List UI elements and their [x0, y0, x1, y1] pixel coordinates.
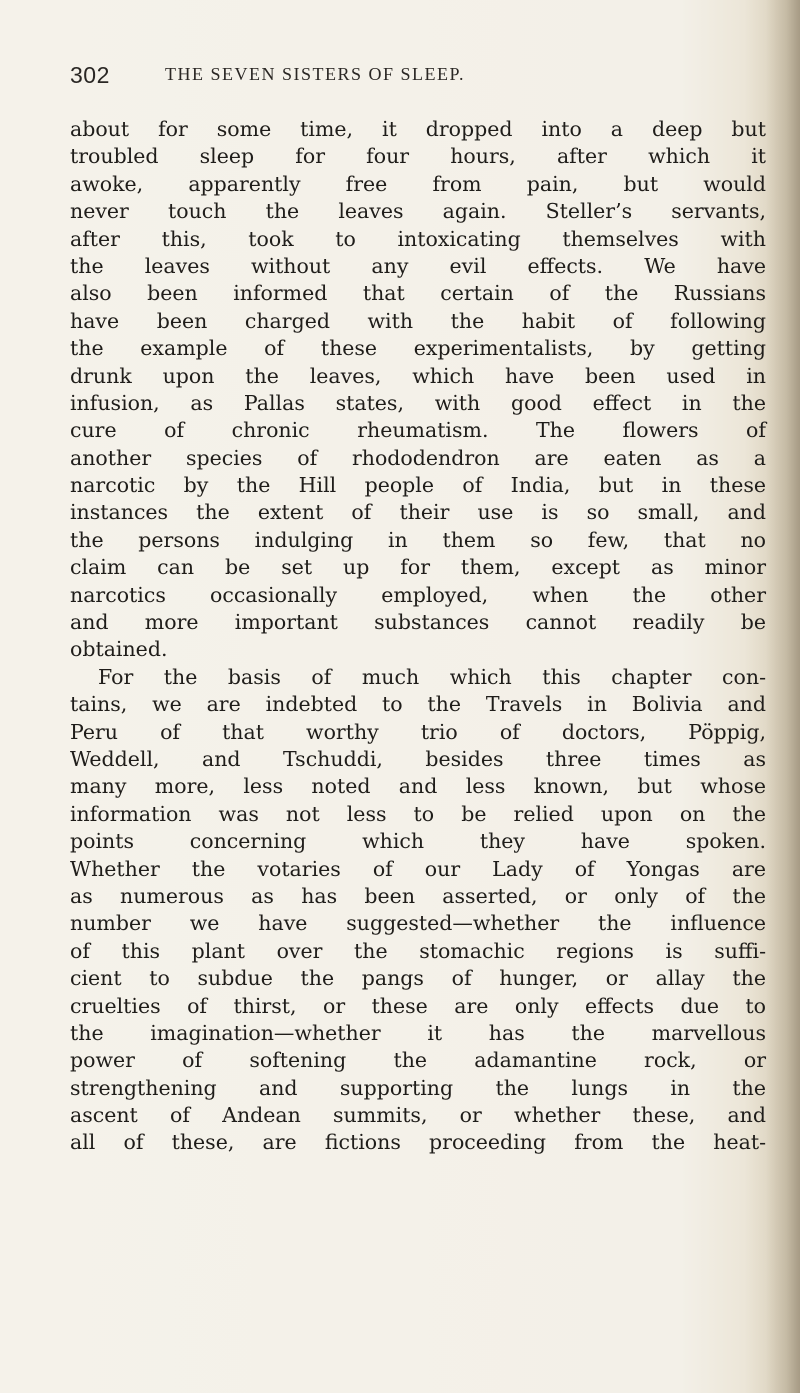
text-line: strengthening and supporting the lungs in the: [70, 1075, 766, 1100]
page-header: [70, 62, 770, 92]
text-line: another species of rhododendron are eaten as a: [70, 445, 766, 470]
page-number: 302: [70, 62, 110, 88]
paragraph-start-line: For the basis of much which this chapter con-: [98, 664, 766, 689]
page-edge-shadow: [766, 0, 800, 1393]
text-line: cure of chronic rheumatism. The flowers of: [70, 418, 766, 443]
paragraph-end-line: obtained.: [70, 637, 168, 662]
text-line: tains, we are indebted to the Travels in Bolivia and: [70, 692, 766, 717]
text-line: cruelties of thirst, or these are only effects due to: [70, 993, 766, 1018]
text-line: as numerous as has been asserted, or only of the: [70, 883, 766, 908]
running-head: THE SEVEN SISTERS OF SLEEP.: [165, 64, 466, 84]
body-text: [70, 116, 766, 1157]
text-line: also been informed that certain of the Russians: [70, 281, 766, 306]
text-line: information was not less to be relied upon on the: [70, 801, 766, 826]
text-line: the imagination—whether it has the marvellous: [70, 1020, 766, 1045]
text-line: many more, less noted and less known, but whose: [70, 774, 766, 799]
text-line: cient to subdue the pangs of hunger, or allay the: [70, 966, 766, 991]
text-line: never touch the leaves again. Steller’s servants,: [70, 199, 766, 224]
text-line: Whether the votaries of our Lady of Yongas are: [70, 856, 766, 881]
text-line: claim can be set up for them, except as minor: [70, 555, 766, 580]
text-line: instances the extent of their use is so small, and: [70, 500, 766, 525]
text-line: awoke, apparently free from pain, but would: [70, 171, 766, 196]
text-line: number we have suggested—whether the influence: [70, 911, 766, 936]
text-line: the persons indulging in them so few, that no: [70, 527, 766, 552]
text-line: points concerning which they have spoken.: [70, 829, 766, 854]
text-line: Peru of that worthy trio of doctors, Pöppig,: [70, 719, 766, 744]
text-line: of this plant over the stomachic regions is suffi-: [70, 938, 766, 963]
text-line: power of softening the adamantine rock, or: [70, 1048, 766, 1073]
text-line: and more important substances cannot readily be: [70, 610, 766, 635]
text-line: infusion, as Pallas states, with good effect in the: [70, 390, 766, 415]
text-line: all of these, are fictions proceeding from the heat-: [70, 1130, 766, 1155]
text-line: ascent of Andean summits, or whether these, and: [70, 1103, 766, 1128]
text-line: about for some time, it dropped into a deep but: [70, 117, 766, 141]
text-line: narcotic by the Hill people of India, but in these: [70, 473, 766, 498]
text-line: Weddell, and Tschuddi, besides three times as: [70, 746, 766, 771]
text-line: the leaves without any evil effects. We have: [70, 253, 766, 278]
text-line: after this, took to intoxicating themselves with: [70, 226, 766, 251]
text-line: the example of these experimentalists, by getting: [70, 336, 766, 361]
text-line: drunk upon the leaves, which have been used in: [70, 363, 766, 388]
text-line: have been charged with the habit of following: [70, 308, 766, 333]
text-line: narcotics occasionally employed, when the other: [70, 582, 766, 607]
text-line: troubled sleep for four hours, after which it: [70, 144, 766, 169]
